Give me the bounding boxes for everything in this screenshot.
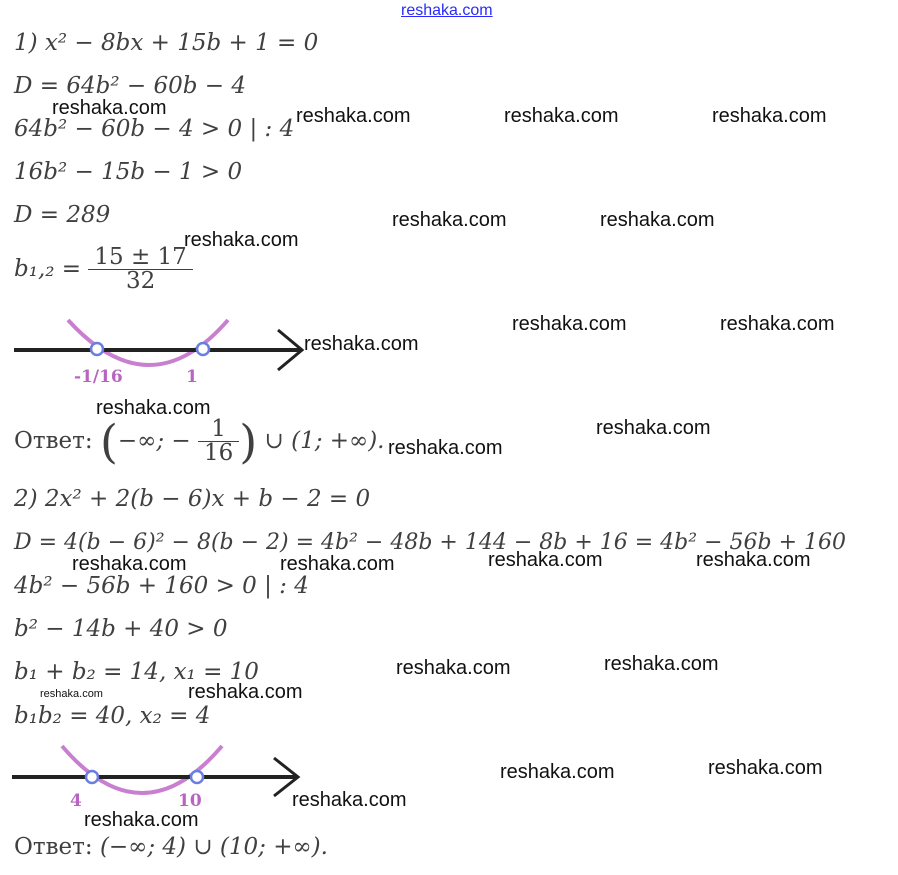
watermark[interactable]: reshaka.com (604, 653, 719, 675)
fraction-numerator: 15 ± 17 (88, 246, 192, 270)
watermark[interactable]: reshaka.com (396, 657, 511, 679)
answer2-prefix: Ответ: (14, 834, 93, 860)
part1-equation: 1) x² − 8bx + 15b + 1 = 0 (14, 30, 319, 56)
root-point-1a (91, 343, 103, 355)
part1-discriminant: D = 64b² − 60b − 4 (14, 73, 246, 99)
part1-roots-formula (14, 246, 193, 293)
watermark[interactable]: reshaka.com (500, 761, 615, 783)
watermark[interactable]: reshaka.com (96, 397, 211, 419)
part1-inequality: 64b² − 60b − 4 > 0 | : 4 (14, 116, 295, 142)
watermark[interactable]: reshaka.com (720, 313, 835, 335)
watermark[interactable]: reshaka.com (712, 105, 827, 127)
root-label-1b: 1 (186, 367, 198, 387)
watermark[interactable]: reshaka.com (388, 437, 503, 459)
part2-vieta-sum: b₁ + b₂ = 14, x₁ = 10 (14, 659, 259, 685)
part1-inequality-reduced: 16b² − 15b − 1 > 0 (14, 159, 243, 185)
number-line-2 (0, 740, 320, 812)
answer-right: ∪ (1; +∞). (264, 428, 385, 454)
watermark[interactable]: reshaka.com (188, 681, 303, 703)
roots-lhs: b₁,₂ = (14, 256, 82, 282)
root-label-2a: 4 (70, 791, 82, 811)
watermark[interactable]: reshaka.com (184, 229, 299, 251)
watermark[interactable]: reshaka.com (488, 549, 603, 571)
part2-inequality-reduced: b² − 14b + 40 > 0 (14, 616, 228, 642)
number-line-1 (0, 310, 320, 390)
part1-discriminant-value: D = 289 (14, 202, 111, 228)
part2-equation: 2) 2x² + 2(b − 6)x + b − 2 = 0 (14, 486, 371, 512)
watermark[interactable]: reshaka.com (512, 313, 627, 335)
watermark[interactable]: reshaka.com (392, 209, 507, 231)
watermark[interactable]: reshaka.com (280, 553, 395, 575)
answer-prefix: Ответ: (14, 428, 93, 454)
answer-fraction-den: 16 (203, 440, 234, 466)
part2-discriminant: D = 4(b − 6)² − 8(b − 2) = 4b² − 48b + 144 − 8b + 16 = 4b² − 56b + 160 (14, 530, 846, 555)
answer-fraction-num: 1 (198, 418, 239, 442)
watermark[interactable]: reshaka.com (72, 553, 187, 575)
watermark[interactable]: reshaka.com (596, 417, 711, 439)
watermark[interactable]: reshaka.com (708, 757, 823, 779)
watermark[interactable]: reshaka.com (696, 549, 811, 571)
root-point-2a (86, 771, 98, 783)
watermark-top[interactable]: reshaka.com (401, 2, 493, 19)
root-point-2b (191, 771, 203, 783)
watermark[interactable]: reshaka.com (84, 809, 199, 831)
part2-inequality: 4b² − 56b + 160 > 0 | : 4 (14, 573, 309, 599)
part1-answer: Ответ: (−∞; − $\frac{1}{16}$ ) ∪ (1; +∞). (14, 414, 385, 469)
part2-vieta-product: b₁b₂ = 40, x₂ = 4 (14, 703, 211, 729)
answer-fraction (198, 418, 239, 465)
root-label-1a: -1/16 (74, 367, 123, 387)
parabola-2 (62, 746, 222, 793)
roots-fraction (88, 246, 192, 293)
watermark[interactable]: reshaka.com (600, 209, 715, 231)
root-point-1b (197, 343, 209, 355)
watermark-small[interactable]: reshaka.com (40, 688, 103, 700)
watermark[interactable]: reshaka.com (304, 333, 419, 355)
answer-left: −∞; − (117, 428, 191, 454)
part2-answer (14, 836, 328, 859)
watermark[interactable]: reshaka.com (504, 105, 619, 127)
watermark[interactable]: reshaka.com (292, 789, 407, 811)
watermark[interactable]: reshaka.com (52, 97, 167, 119)
root-label-2b: 10 (178, 791, 202, 811)
answer2-value: (−∞; 4) ∪ (10; +∞). (99, 834, 328, 860)
fraction-denominator: 32 (125, 268, 156, 294)
watermark[interactable]: reshaka.com (296, 105, 411, 127)
